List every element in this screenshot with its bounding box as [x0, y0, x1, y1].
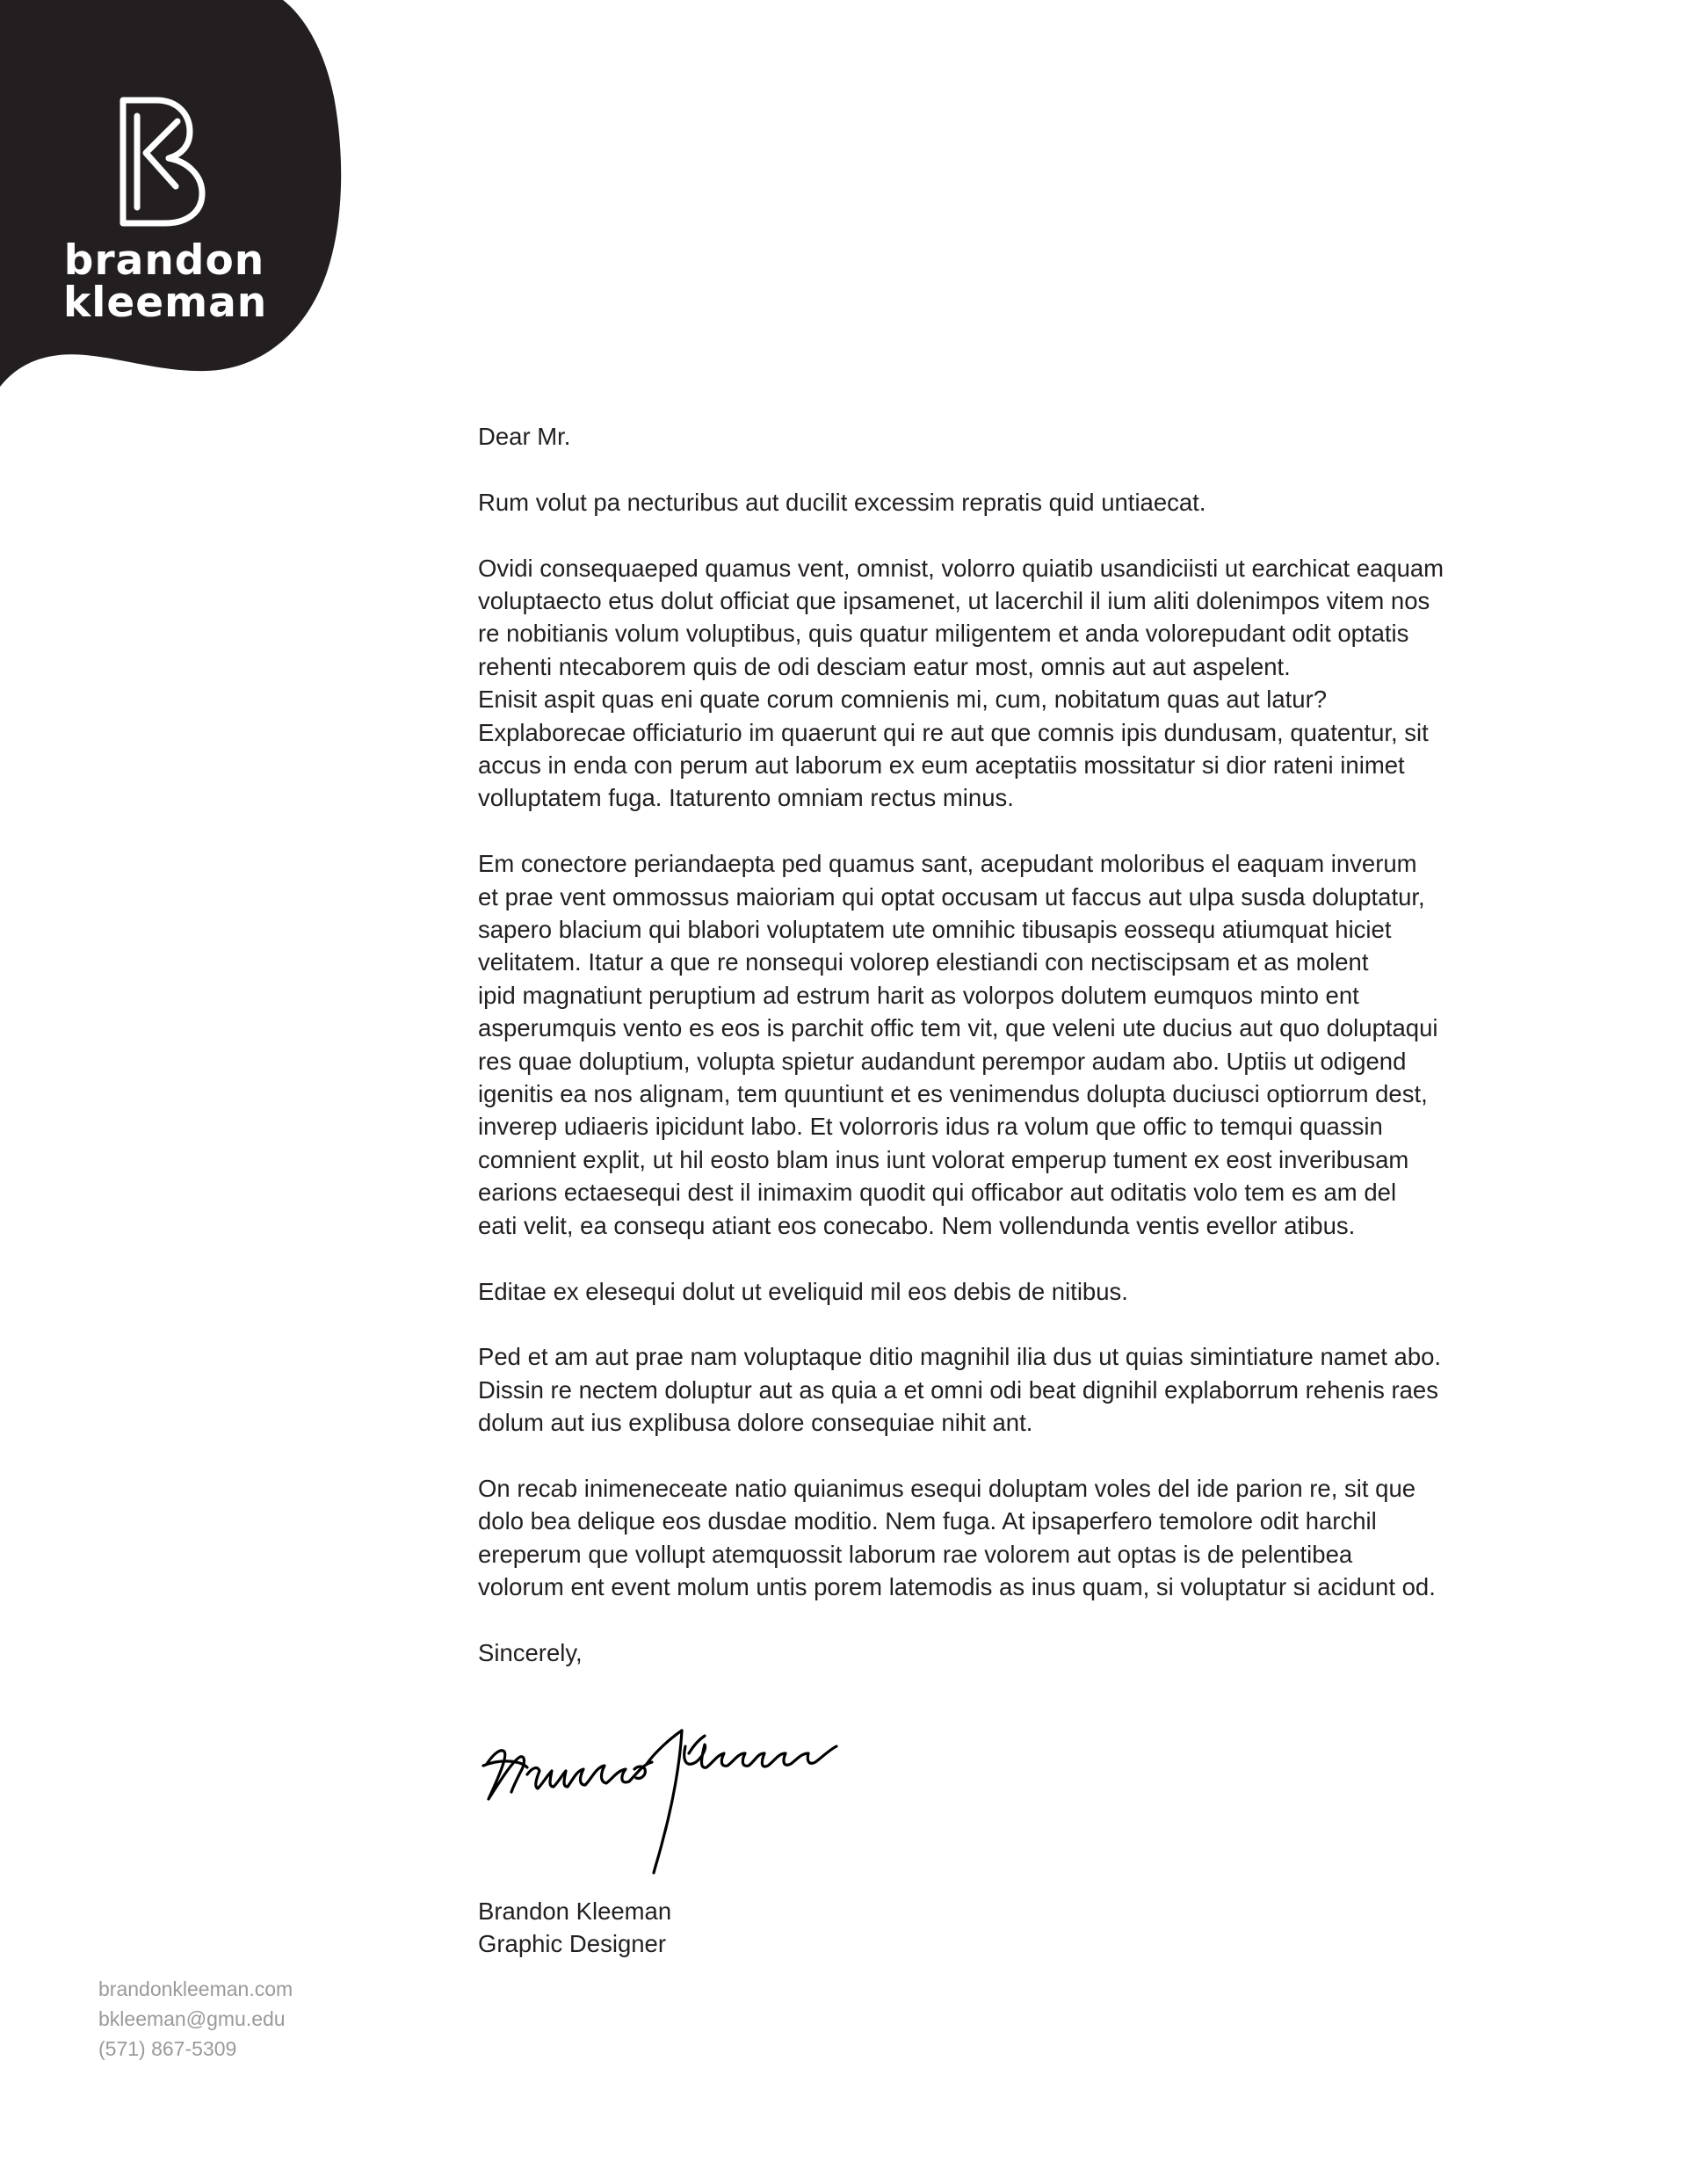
text-line: Ovidi consequaeped quamus vent, omnist, volorro quiatib usandiciisti ut earchicat eaquam	[478, 554, 1444, 582]
text-line: Enisit aspit quas eni quate corum comnienis mi, cum, nobitatum quas aut latur?	[478, 686, 1328, 714]
letter-paragraph-3	[478, 847, 1585, 1242]
text-line: res quae doluptium, volupta spietur audandunt perempor audam abo. Uptiis ut odigend	[478, 1047, 1407, 1075]
text-line: velitatem. Itatur a que re nonsequi volorep elestiandi con nectiscipsam et as molent	[478, 948, 1369, 976]
text-line: et prae vent ommossus maioriam qui optat occusam ut faccus aut ulpa susda doluptatur,	[478, 882, 1425, 911]
letter-paragraph-4	[478, 1275, 1585, 1308]
text-line: ereperum que vollupt atemquossit laborum rae volorem aut optas is de pelentibea	[478, 1540, 1353, 1568]
salutation: Dear Mr.	[478, 423, 571, 450]
contact-email[interactable]: bkleeman@gmu.edu	[98, 2007, 286, 2030]
text-line: sapero blacium qui blabori voluptatem ute omnihic tibusapis eossequ atiumquat hiciet	[478, 916, 1392, 944]
text-line: igenitis ea nos alignam, tem quuntiunt et es venimendus dolupta duciusci optiorrum dest,	[478, 1080, 1428, 1108]
brand-name-line1: brandon	[63, 236, 265, 285]
letter-paragraph-2	[478, 552, 1585, 815]
text-line: earions ectaesequi dest il inimaxim quodit qui officabor aut oditatis volo tem es am del	[478, 1179, 1397, 1207]
text-line: Dissin re nectem doluptur aut as quia a et omni odi beat dignihil explaborrum rehenis raes	[478, 1375, 1438, 1404]
contact-phone: (571) 867-5309	[98, 2037, 237, 2060]
text-line: Ped et am aut prae nam voluptaque ditio magnihil ilia dus ut quias simintiature namet abo.	[478, 1343, 1442, 1371]
text-line: volluptatem fuga. Itaturento omniam rectus minus.	[478, 784, 1014, 812]
brand-name	[63, 236, 268, 327]
handwritten-signature	[474, 1718, 861, 1881]
text-line: volorum ent event molum untis porem latemodis as inus quam, si voluptatur si acidunt od.	[478, 1573, 1436, 1601]
text-line: voluptaecto etus dolut officiat que ipsamenet, ut lacerchil il ium aliti dolenimpos vitem nos	[478, 587, 1430, 614]
text-line: rehenti ntecaborem quis de odi desciam eatur most, omnis aut aut aspelent.	[478, 652, 1291, 680]
text-line: eati velit, ea consequ atiant eos conecabo. Nem vollendunda ventis evellor atibus.	[478, 1211, 1356, 1239]
text-line: Explaborecae officiaturio im quaerunt qui re aut que comnis ipis dundusam, quatentur, sit	[478, 718, 1429, 746]
text-line: Em conectore periandaepta ped quamus sant, acepudant moloribus el eaquam inverum	[478, 850, 1417, 878]
letter-paragraph-5	[478, 1340, 1585, 1439]
signer-block	[478, 1895, 671, 1961]
text-line: Editae ex elesequi dolut ut eveliquid mil eos debis de nitibus.	[478, 1277, 1128, 1305]
text-line: ipid magnatiunt peruptium ad estrum harit as volorpos dolutem eumquos minto ent	[478, 981, 1359, 1009]
text-line: accus in enda con perum aut laborum ex eum aceptatiis mossitatur si dior rateni inimet	[478, 751, 1405, 780]
text-line: On recab inimeneceate natio quianimus esequi doluptam voles del ide parion re, sit que	[478, 1474, 1416, 1502]
letter-body	[478, 420, 1585, 1702]
bk-monogram-icon	[116, 95, 213, 227]
closing: Sincerely,	[478, 1638, 583, 1666]
text-line: asperumquis vento es eos is parchit offic tem vit, que veleni ute ducius aut quo doluptaqui	[478, 1014, 1438, 1042]
letter-paragraph-6	[478, 1472, 1585, 1604]
brand-logo	[63, 95, 268, 332]
text-line: comnient explit, ut hil eosto blam inus iunt volorat emperup tument ex eost inveribusam	[478, 1145, 1409, 1173]
text-line: inverep udiaeris ipicidunt labo. Et volorroris idus ra volum que offic to temqui quassin	[478, 1113, 1383, 1141]
signer-name: Brandon Kleeman	[478, 1897, 672, 1925]
signer-title: Graphic Designer	[478, 1930, 666, 1958]
contact-website[interactable]: brandonkleeman.com	[98, 1977, 293, 2000]
contact-info	[98, 1974, 293, 2064]
letter-paragraph-1	[478, 486, 1585, 519]
text-line: dolum aut ius explibusa dolore consequiae nihit ant.	[478, 1409, 1033, 1437]
brand-name-line2: kleeman	[63, 279, 268, 327]
text-line: Rum volut pa necturibus aut ducilit excessim repratis quid untiaecat.	[478, 488, 1206, 516]
text-line: dolo bea delique eos dusdae moditio. Nem fuga. At ipsaperfero temolore odit harchil	[478, 1507, 1377, 1535]
text-line: re nobitianis volum voluptibus, quis quatur miligentem et anda volorepudant odit optatis	[478, 620, 1409, 648]
